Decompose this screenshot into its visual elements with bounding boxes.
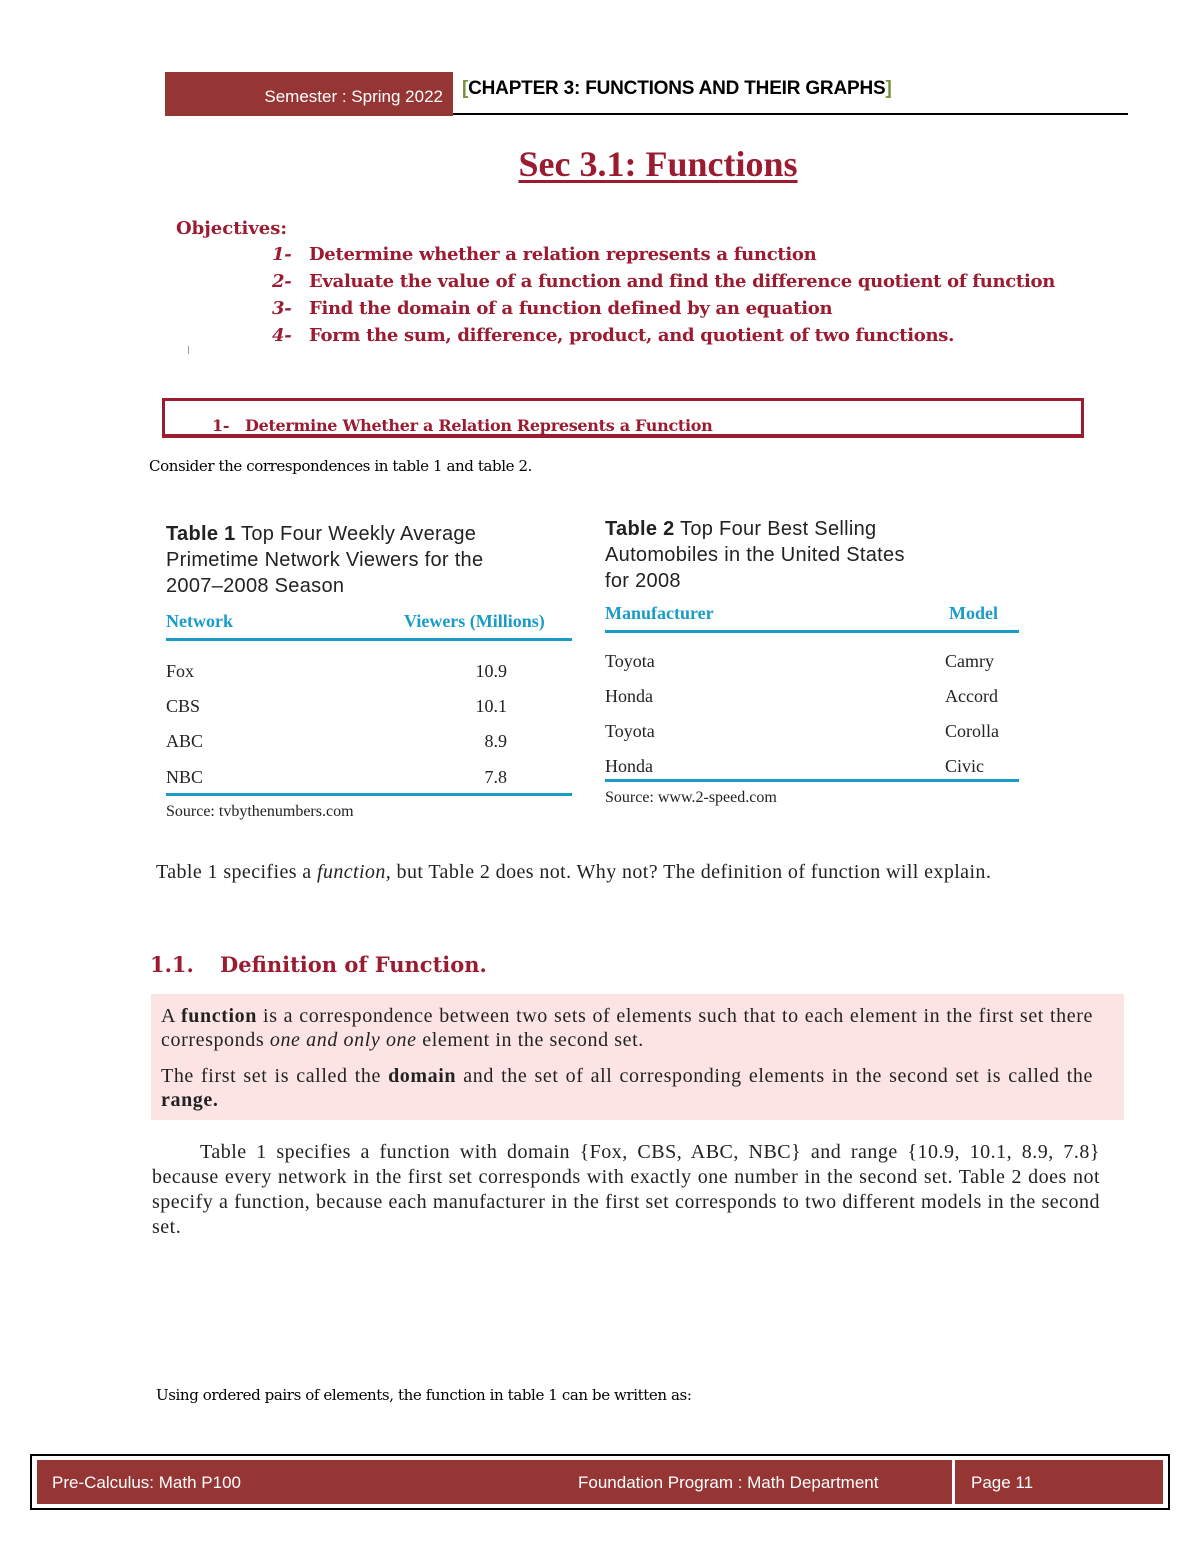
table1-cell: 10.9 [475,661,507,681]
objective-number: 4- [272,325,292,346]
objectives-heading: Objectives: [176,218,288,239]
table1-cell: ABC [166,731,204,751]
chapter-title [462,78,892,100]
table1-cell: 10.1 [475,696,507,716]
table2-bottom-rule [605,779,1019,782]
def-text: is a correspondence between two sets of elements such that to each element in the first set there corresponds [161,1005,1093,1051]
objective-text: Form the sum, difference, product, and quotient of two functions. [309,325,955,346]
table2-cell: Toyota [605,721,655,741]
section-title: Determine Whether a Relation Represents a Function [245,416,713,435]
definition-title: Definition of Function. [220,952,487,977]
table2-source: Source: www.2-speed.com [605,789,777,806]
objective-item [272,325,954,346]
definition-box [151,994,1124,1120]
table1-caption-line: 2007–2008 Season [166,575,345,597]
def-bold: domain [388,1065,457,1087]
objective-item [272,298,832,319]
table2-header-model: Model [949,603,998,623]
table2-cell: Toyota [605,651,655,671]
footer-page-number: Page 11 [971,1473,1034,1492]
table2-label: Table 2 [605,518,675,540]
def-text: A [161,1005,182,1027]
objective-item [272,244,816,265]
table2-caption-line: Top Four Best Selling [680,518,877,540]
table1-header-viewers: Viewers (Millions) [404,611,545,631]
header-rule [453,113,1128,115]
page-title: Sec 3.1: Functions [518,144,798,184]
table2-cell: Accord [945,686,998,706]
objective-number: 3- [272,298,292,319]
table1-cell: NBC [166,767,204,787]
objective-text: Find the domain of a function defined by an equation [309,298,833,319]
def-bold: function [181,1005,257,1027]
semester-label: Semester : Spring 2022 [264,87,443,106]
table2-cell: Corolla [945,721,999,741]
para1-text: but Table 2 does not. Why not? The definition of function will explain. [391,861,992,883]
table1-source: Source: tvbythenumbers.com [166,803,354,820]
table1-header-rule [166,638,572,641]
objective-number: 2- [272,271,292,292]
objective-text: Evaluate the value of a function and find the difference quotient of function [309,271,1055,292]
table2-cell: Camry [945,651,994,671]
bracket-open: [ [462,78,469,99]
table1-caption-line: Top Four Weekly Average [241,523,477,545]
definition-paragraph [161,1004,1093,1052]
table1-label: Table 1 [166,523,236,545]
intro-text: Consider the correspondences in table 1 and table 2. [149,457,532,475]
def-text: The first set is called the [161,1065,389,1087]
objective-text: Determine whether a relation represents a function [309,244,817,265]
table2-cell: Honda [605,686,653,706]
table2-header-manufacturer: Manufacturer [605,603,714,623]
table2-header-rule [605,630,1019,633]
bracket-close: ] [885,78,892,99]
objective-item [272,271,1055,292]
table1-bottom-rule [166,793,572,796]
footer-course: Pre-Calculus: Math P100 [52,1473,241,1492]
closing-text: Using ordered pairs of elements, the function in table 1 can be written as: [156,1386,692,1404]
def-text: element in the second set. [416,1029,644,1051]
para1-italic: function, [316,861,392,883]
table2-caption-line: for 2008 [605,570,681,592]
table1-cell: Fox [166,661,195,681]
table2-caption [605,516,905,594]
objective-number: 1- [272,244,292,265]
table1-header-network: Network [166,611,233,631]
table1-cell: CBS [166,696,201,716]
header-semester-box [165,72,453,116]
footer-program: Foundation Program : Math Department [578,1473,879,1492]
example-paragraph: Table 1 specifies a function with domain {Fox, CBS, ABC, NBC} and range {10.9, 10.1, 8.9, 7.8} because every network in the first set corresponds with exactly one number in the second set. Table 2 does not specify a function, because each manufacturer in the first set corresponds to two different models in the second set. [152,1141,1100,1238]
chapter-title-text: CHAPTER 3: FUNCTIONS AND THEIR GRAPHS [468,78,886,99]
section-number: 1- [212,416,230,435]
explanation-paragraph [156,860,1106,884]
def-italic: one and only one [269,1029,417,1051]
footer-divider [952,1460,955,1504]
definition-paragraph [161,1064,1093,1112]
definition-number: 1.1. [150,952,194,977]
table2-cell: Honda [605,756,653,776]
table1-caption [166,521,483,599]
table2-caption-line: Automobiles in the United States [605,544,905,566]
section-heading [212,416,713,435]
def-text: and the set of all corresponding elements in the second set is called the [456,1065,1093,1087]
para1-text: Table 1 specifies a [156,861,317,883]
table1-cell: 8.9 [484,731,507,751]
table1-caption-line: Primetime Network Viewers for the [166,549,484,571]
table2-cell: Civic [945,756,984,776]
stray-mark [188,346,189,354]
def-bold: range. [161,1089,219,1111]
table1-cell: 7.8 [484,767,507,787]
